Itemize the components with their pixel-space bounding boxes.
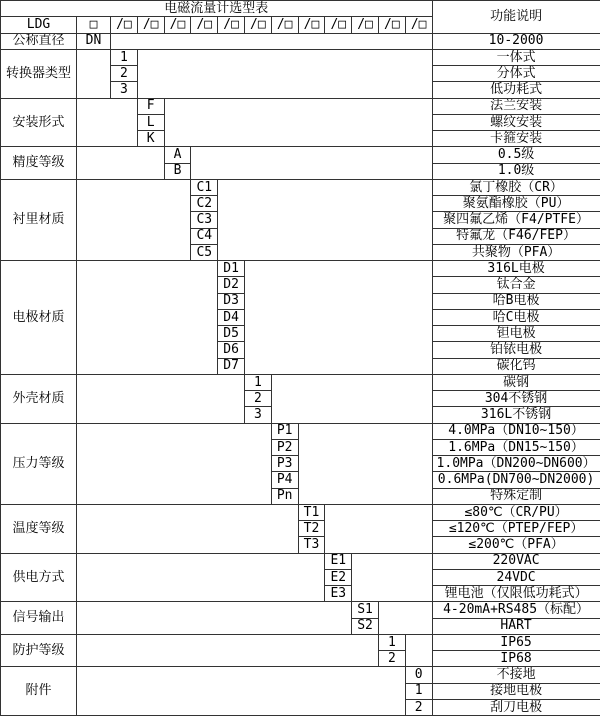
spacer-cell [191, 147, 432, 180]
category-label: 衬里材质 [1, 179, 77, 260]
function-cell: 10-2000 [432, 33, 600, 49]
table-row [1, 179, 600, 195]
code-cell: C2 [191, 196, 218, 212]
code-cell: K [137, 131, 164, 147]
spacer-cell [405, 634, 432, 667]
code-cell: P1 [271, 423, 298, 439]
model-code-slot: /□ [137, 17, 164, 33]
spacer-cell [218, 179, 432, 260]
function-cell: 哈C电极 [432, 309, 600, 325]
table-row [1, 602, 600, 618]
code-cell: 2 [111, 66, 138, 82]
function-cell: 4.0MPa（DN10~150） [432, 423, 600, 439]
table-row [1, 98, 600, 114]
page-title: 电磁流量计选型表 [1, 1, 433, 17]
spacer-cell [164, 98, 432, 147]
code-cell: 2 [405, 699, 432, 715]
code-cell: L [137, 114, 164, 130]
table-row [1, 33, 600, 49]
code-cell: T2 [298, 521, 325, 537]
function-cell: 0.5级 [432, 147, 600, 163]
model-code-slot: /□ [378, 17, 405, 33]
spacer-cell [77, 634, 379, 667]
code-cell: S1 [352, 602, 379, 618]
function-cell: 0.6MPa(DN700~DN2000) [432, 472, 600, 488]
code-cell: 3 [244, 407, 271, 423]
function-column-header: 功能说明 [432, 1, 600, 34]
spacer-cell [77, 553, 325, 602]
function-cell: 碳化钨 [432, 358, 600, 374]
function-cell: 分体式 [432, 66, 600, 82]
code-cell: E1 [325, 553, 352, 569]
code-cell: C5 [191, 244, 218, 260]
function-cell: 碳钢 [432, 374, 600, 390]
category-label: 转换器类型 [1, 49, 77, 98]
category-label: 精度等级 [1, 147, 77, 180]
model-code-slot: /□ [325, 17, 352, 33]
spacer-cell [352, 553, 432, 602]
model-code-slot: /□ [111, 17, 138, 33]
table-row [1, 423, 600, 439]
spacer-cell [244, 261, 432, 375]
function-cell: 卡箍安装 [432, 131, 600, 147]
function-cell: 低功耗式 [432, 82, 600, 98]
function-cell: 钛合金 [432, 277, 600, 293]
function-cell: 1.6MPa（DN15~150） [432, 439, 600, 455]
function-cell: 特殊定制 [432, 488, 600, 504]
function-cell: 铂铱电极 [432, 342, 600, 358]
category-label: 温度等级 [1, 504, 77, 553]
spacer-cell [77, 261, 218, 375]
spacer-cell [77, 504, 299, 553]
code-cell: 1 [378, 634, 405, 650]
code-cell: 2 [244, 391, 271, 407]
spacer-cell [77, 179, 191, 260]
function-cell: 螺纹安装 [432, 114, 600, 130]
code-cell: 2 [378, 651, 405, 667]
table-row [1, 261, 600, 277]
model-prefix: LDG [1, 17, 77, 33]
function-cell: 接地电极 [432, 683, 600, 699]
category-label: 信号输出 [1, 602, 77, 635]
model-code-slot: /□ [352, 17, 379, 33]
spacer-cell [77, 98, 138, 147]
code-cell: E3 [325, 586, 352, 602]
spacer-cell [298, 423, 432, 504]
table-row [1, 49, 600, 65]
model-code-slot: /□ [164, 17, 191, 33]
code-cell: E2 [325, 569, 352, 585]
function-cell: 钽电极 [432, 326, 600, 342]
category-label: 防护等级 [1, 634, 77, 667]
function-cell: 一体式 [432, 49, 600, 65]
function-cell: ≤80℃（CR/PU） [432, 504, 600, 520]
model-code-slot: /□ [298, 17, 325, 33]
code-cell: 1 [111, 49, 138, 65]
category-label: 供电方式 [1, 553, 77, 602]
function-cell: 316L电极 [432, 261, 600, 277]
code-cell: T3 [298, 537, 325, 553]
function-cell: 316L不锈钢 [432, 407, 600, 423]
code-cell: C1 [191, 179, 218, 195]
code-cell: P3 [271, 456, 298, 472]
table-row [1, 634, 600, 650]
title-row [1, 1, 600, 17]
category-label: 压力等级 [1, 423, 77, 504]
table-body [1, 1, 600, 716]
function-cell: ≤200℃（PFA） [432, 537, 600, 553]
function-cell: 共聚物（PFA） [432, 244, 600, 260]
spacer-cell [77, 374, 245, 423]
code-cell: Pn [271, 488, 298, 504]
code-cell: S2 [352, 618, 379, 634]
category-label: 外壳材质 [1, 374, 77, 423]
function-cell: 不接地 [432, 667, 600, 683]
spacer-cell [77, 667, 406, 716]
function-cell: 4-20mA+RS485（标配） [432, 602, 600, 618]
model-code-slot: /□ [191, 17, 218, 33]
code-cell: D6 [218, 342, 245, 358]
category-label: 安装形式 [1, 98, 77, 147]
function-cell: 哈B电极 [432, 293, 600, 309]
code-cell: P2 [271, 439, 298, 455]
function-cell: 锂电池（仅限低功耗式） [432, 586, 600, 602]
code-cell: 1 [244, 374, 271, 390]
table-row [1, 504, 600, 520]
model-code-slot: /□ [244, 17, 271, 33]
function-cell: 1.0MPa（DN200~DN600） [432, 456, 600, 472]
function-cell: 刮刀电极 [432, 699, 600, 715]
spacer-cell [137, 49, 432, 98]
code-cell: 3 [111, 82, 138, 98]
function-cell: IP68 [432, 651, 600, 667]
code-cell: 1 [405, 683, 432, 699]
category-label: 电极材质 [1, 261, 77, 375]
function-cell: 304不锈钢 [432, 391, 600, 407]
function-cell: HART [432, 618, 600, 634]
code-cell: D2 [218, 277, 245, 293]
spacer-cell [325, 504, 432, 553]
spacer-cell [77, 602, 352, 635]
code-cell: C3 [191, 212, 218, 228]
code-cell: P4 [271, 472, 298, 488]
code-cell: D1 [218, 261, 245, 277]
spacer-cell [77, 49, 111, 98]
table-row [1, 667, 600, 683]
spacer-cell [77, 423, 272, 504]
category-label: 公称直径 [1, 33, 77, 49]
function-cell: ≤120℃（PTEP/FEP） [432, 521, 600, 537]
code-cell: D7 [218, 358, 245, 374]
model-code-slot: /□ [271, 17, 298, 33]
function-cell: 220VAC [432, 553, 600, 569]
function-cell: 法兰安装 [432, 98, 600, 114]
spacer-cell [77, 147, 165, 180]
code-cell: D4 [218, 309, 245, 325]
code-cell: 0 [405, 667, 432, 683]
function-cell: 聚四氟乙烯（F4/PTFE） [432, 212, 600, 228]
function-cell: IP65 [432, 634, 600, 650]
model-code-slot: /□ [218, 17, 245, 33]
function-cell: 聚氨酯橡胶（PU） [432, 196, 600, 212]
code-cell: A [164, 147, 191, 163]
model-box-slot: □ [77, 17, 111, 33]
spacer-cell [111, 33, 433, 49]
code-cell: D5 [218, 326, 245, 342]
spacer-cell [378, 602, 432, 635]
function-cell: 1.0级 [432, 163, 600, 179]
table-row [1, 553, 600, 569]
code-cell: T1 [298, 504, 325, 520]
table-row [1, 374, 600, 390]
table-row [1, 147, 600, 163]
function-cell: 24VDC [432, 569, 600, 585]
code-cell: D3 [218, 293, 245, 309]
category-label: 附件 [1, 667, 77, 716]
code-cell: DN [77, 33, 111, 49]
function-cell: 氯丁橡胶（CR） [432, 179, 600, 195]
code-cell: B [164, 163, 191, 179]
code-cell: C4 [191, 228, 218, 244]
spacer-cell [271, 374, 432, 423]
function-cell: 特氟龙（F46/FEP） [432, 228, 600, 244]
model-code-slot: /□ [405, 17, 432, 33]
code-cell: F [137, 98, 164, 114]
